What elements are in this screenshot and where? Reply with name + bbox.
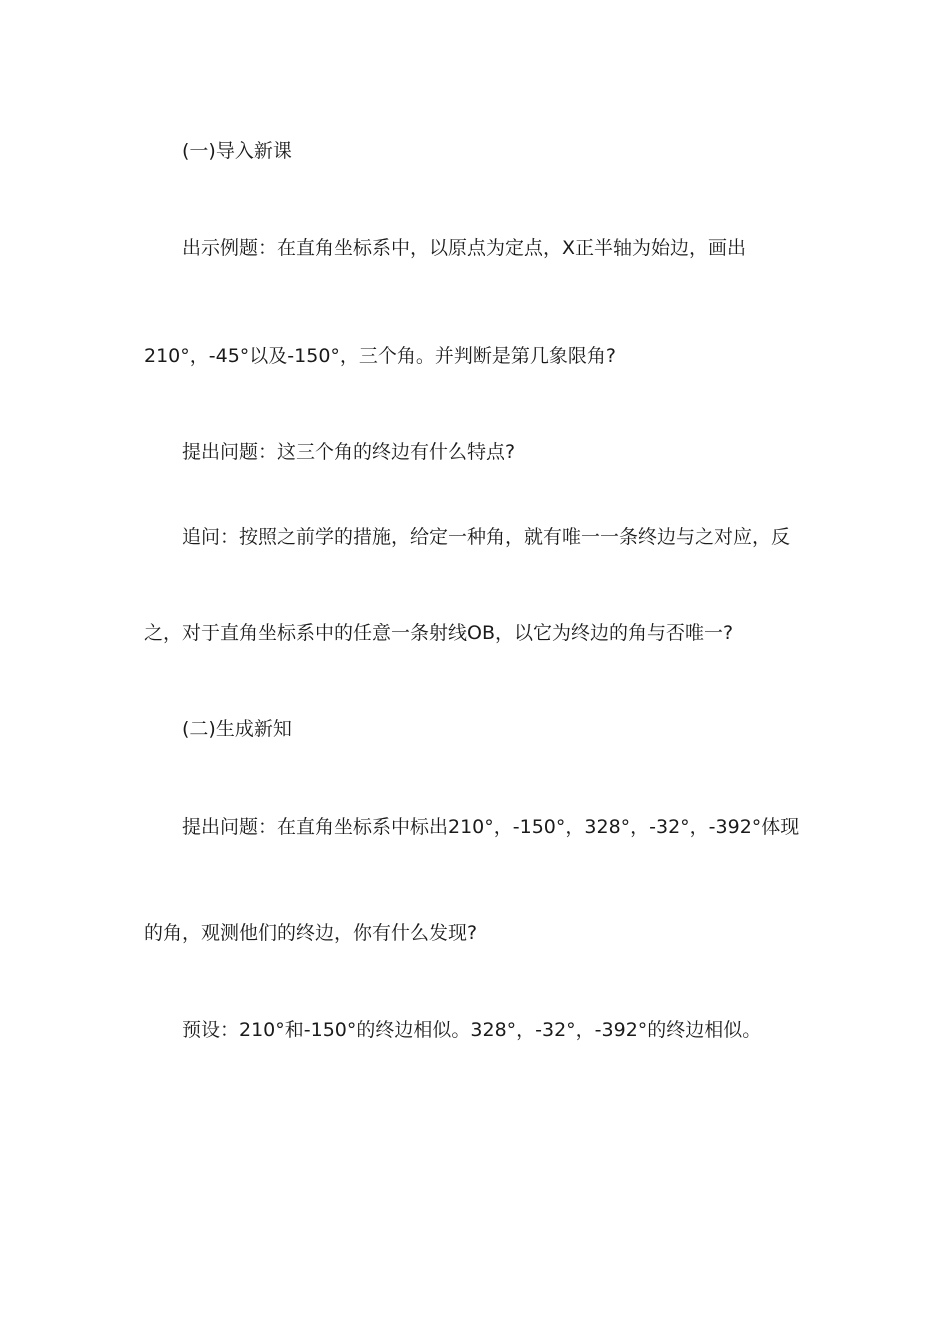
paragraph-question: 提出问题：这三个角的终边有什么特点? <box>182 441 516 463</box>
paragraph-preset: 预设：210°和-150°的终边相似。328°，-32°，-392°的终边相似。 <box>182 1019 762 1041</box>
paragraph-followup-line-2: 之，对于直角坐标系中的任意一条射线OB，以它为终边的角与否唯一? <box>144 622 734 644</box>
paragraph-followup-line-1: 追问：按照之前学的措施，给定一种角，就有唯一一条终边与之对应，反 <box>182 526 791 548</box>
section-heading-new-knowledge: (二)生成新知 <box>182 718 292 740</box>
paragraph-question-2-line-2: 的角，观测他们的终边，你有什么发现? <box>144 922 478 944</box>
paragraph-example-line-2: 210°，-45°以及-150°，三个角。并判断是第几象限角? <box>144 345 617 367</box>
section-heading-intro: (一)导入新课 <box>182 140 292 162</box>
paragraph-question-2-line-1: 提出问题：在直角坐标系中标出210°，-150°，328°，-32°，-392°体现 <box>182 816 800 838</box>
paragraph-example-line-1: 出示例题：在直角坐标系中，以原点为定点，X正半轴为始边，画出 <box>182 237 747 259</box>
